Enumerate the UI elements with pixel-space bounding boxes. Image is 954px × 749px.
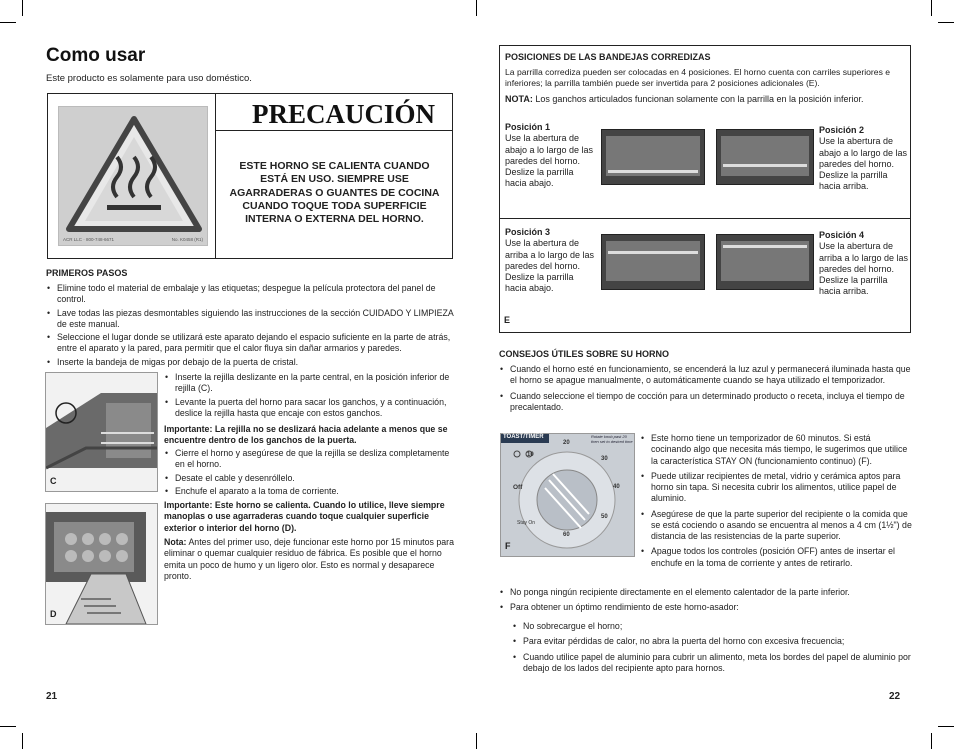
tips-top-list [499,364,911,415]
list-item: • Este horno tiene un temporizador de 60 minutos. Si está cocinando algo que necesita más tiempo, le sugerimos que utilice la característica STAY ON (funcionamiento continuo) (F). [640,433,912,467]
note-text: Antes del primer uso, deje funcionar este horno por 15 minutos para eliminar o quemar cualquier residuo de fábrica. Es posible que el horno emita un poco de humo y un ligero olor. Esto es normal y desaparece pronto. [164,537,454,581]
tips-title: CONSEJOS ÚTILES SOBRE SU HORNO [499,349,670,359]
list-item: • Asegúrese de que la parte superior del recipiente o la comida que se está cociendo o asando se encuentra al menos a 4 cm (1½") de distancia de las resistencias de la parte superior. [640,509,912,543]
oven-position-4-image [716,234,814,290]
list-item: • Para obtener un óptimo rendimiento de este horno-asador: [499,602,911,613]
list-item: • Inserte la bandeja de migas por debajo de la puerta de cristal. [46,357,456,368]
first-use-note [164,537,456,582]
position-text: Use la abertura de abajo a lo largo de las paredes del horno. Deslize la parrilla hacia arriba. [819,136,908,192]
caution-footer-right: No. K0458 (R1) [171,237,203,243]
crop-mark [0,726,16,727]
figure-label: E [504,315,511,326]
position-1 [505,122,597,190]
crop-mark [22,0,23,16]
list-item: • Para evitar pérdidas de calor, no abra la puerta del horno con excesiva frecuencia; [512,636,911,647]
crop-mark [938,22,954,23]
oven-position-3-image [601,234,705,290]
position-text: Use la abertura de arriba a lo largo de las paredes del horno. Deslize la parrilla hacia abajo. [505,238,595,294]
position-4 [819,230,909,298]
figure-c [45,372,158,492]
rack-intro: La parrilla corrediza pueden ser colocadas en 4 posiciones. El horno cuenta con carriles superiores e inferiores; la parrilla también puede ser invertida para 2 posiciones adicionales (E). [505,67,891,88]
page-title: Como usar [46,45,146,66]
steps-list [46,283,456,370]
oven-position-1-image [601,129,705,185]
rack-positions-title: POSICIONES DE LAS BANDEJAS CORREDIZAS [505,52,711,62]
figure-d [45,503,158,625]
list-item: • Cierre el horno y asegúrese de que la rejilla se desliza completamente en el horno. [164,448,456,471]
rack-positions-box [499,45,911,333]
position-label: Posición 2 [819,125,865,135]
list-item: • No ponga ningún recipiente directamente en el elemento calentador de la parte inferior. [499,587,911,598]
position-text: Use la abertura de arriba a lo largo de las paredes del horno. Deslize la parrilla hacia arriba. [819,241,909,297]
caution-box [47,93,453,259]
list-item: • Apague todos los controles (posición OFF) antes de insertar el enchufe en la toma de corriente y antes de retirarlo. [640,546,912,569]
crop-mark [476,0,477,16]
position-text: Use la abertura de abajo a lo largo de las paredes del horno. Deslize la parrilla hacia abajo. [505,133,594,189]
list-item: • No sobrecargue el horno; [512,621,911,632]
timer-tick: 50 [601,514,608,520]
rack-note-label: NOTA: [505,94,533,104]
crop-mark [22,733,23,749]
timer-off-label: Off [513,484,523,491]
figure-f-timer [500,433,635,557]
list-item: • Cuando utilice papel de aluminio para cubrir un alimento, meta los bordes del papel de aluminio por debajo de los lados del recipiente apto para hornos. [512,652,911,675]
caution-title: PRECAUCIÓN [252,99,436,129]
rack-steps-list [164,372,456,421]
position-label: Posición 3 [505,227,551,237]
list-item: • Cuando seleccione el tiempo de cocción para un determinado producto o receta, incluya el tiempo de precalentado. [499,391,911,414]
timer-tick: 20 [563,440,570,446]
tips-sub-list [512,621,911,676]
crop-mark [476,733,477,749]
page-number-left: 21 [46,691,58,702]
tips-side-list [640,433,912,571]
list-item: • Desate el cable y desenróllelo. [164,473,456,484]
caution-footer-left: ACR LLC · 800-748-6671 [63,237,115,243]
caution-header [216,94,453,131]
position-label: Posición 4 [819,230,865,240]
close-steps-list [164,448,456,499]
figure-label: F [505,541,511,552]
list-item: • Inserte la rejilla deslizante en la parte central, en la posición inferior de rejilla (C). [164,372,456,395]
list-item: • Puede utilizar recipientes de metal, vidrio y cerámica aptos para horno sin tapa. Si necesita cubrir los alimentos, utilice papel de aluminio. [640,471,912,505]
note-label: Nota: [164,537,187,547]
rack-note-text: Los ganchos articulados funcionan solamente con la parrilla en la posición inferior. [532,94,864,104]
oven-position-2-image [716,129,814,185]
position-3 [505,227,597,295]
crop-mark [938,726,954,727]
list-item: • Elimine todo el material de embalaje y las etiquetas; despegue la película protectora del panel de control. [46,283,456,306]
position-label: Posición 1 [505,122,551,132]
caution-panel [215,94,453,258]
list-item: • Seleccione el lugar donde se utilizará este aparato dejando el espacio suficiente en la parte de atrás, entre el aparato y la pared, para permitir que el calor fluya sin dañar armarios y paredes. [46,332,456,355]
figure-label: D [50,609,57,620]
section-title-getting-started: PRIMEROS PASOS [46,268,128,278]
crop-mark [0,22,16,23]
tips-bottom-list [499,587,911,616]
crop-mark [931,733,932,749]
list-item: • Enchufe el aparato a la toma de corriente. [164,486,456,497]
page-number-right: 22 [889,691,901,702]
timer-note: Rotate knob past 20 then set to desired time [591,434,633,444]
timer-stay-on-label: Stay On [517,520,536,526]
timer-tick: 40 [613,484,620,490]
list-item: • Lave todas las piezas desmontables siguiendo las instrucciones de la sección CUIDADO Y LIMPIEZA de este manual. [46,308,456,331]
position-2 [819,125,909,193]
divider [500,218,910,219]
timer-tick: 30 [601,456,608,462]
caution-text: ESTE HORNO SE CALIENTA CUANDO ESTÁ EN USO. SIEMPRE USE AGARRADERAS O GUANTES DE COCINA CUANDO TOQUE TODA SUPERFICIE INTERNA O EXTERNA DEL HORNO. [229,160,440,226]
important-note-rack: Importante: La rejilla no se deslizará hacia adelante a menos que se encuentre dentro de los ganchos de la puerta. [164,424,448,446]
important-note-hot: Importante: Este horno se calienta. Cuando lo utilice, lleve siempre manoplas o use agarraderas cuando toque cualquier superficie exterior o interior del horno (D). [164,500,445,533]
list-item: • Levante la puerta del horno para sacar los ganchos, y a continuación, deslice la rejilla hasta que encaje con estos ganchos. [164,397,456,420]
list-item: • Cuando el horno esté en funcionamiento, se encenderá la luz azul y permanecerá iluminada hasta que el horno se apague manualmente, o automáticamente cuando se haya utilizado el temporizador. [499,364,911,387]
figure-label: C [50,476,57,487]
timer-tick: 60 [563,532,570,538]
rack-note [505,94,905,106]
timer-label: TOAST/TIMER [503,434,544,440]
hot-surface-warning-icon [58,106,208,246]
page-subtitle: Este producto es solamente para uso doméstico. [46,73,252,84]
crop-mark [931,0,932,16]
timer-tick: 10 [527,452,534,458]
